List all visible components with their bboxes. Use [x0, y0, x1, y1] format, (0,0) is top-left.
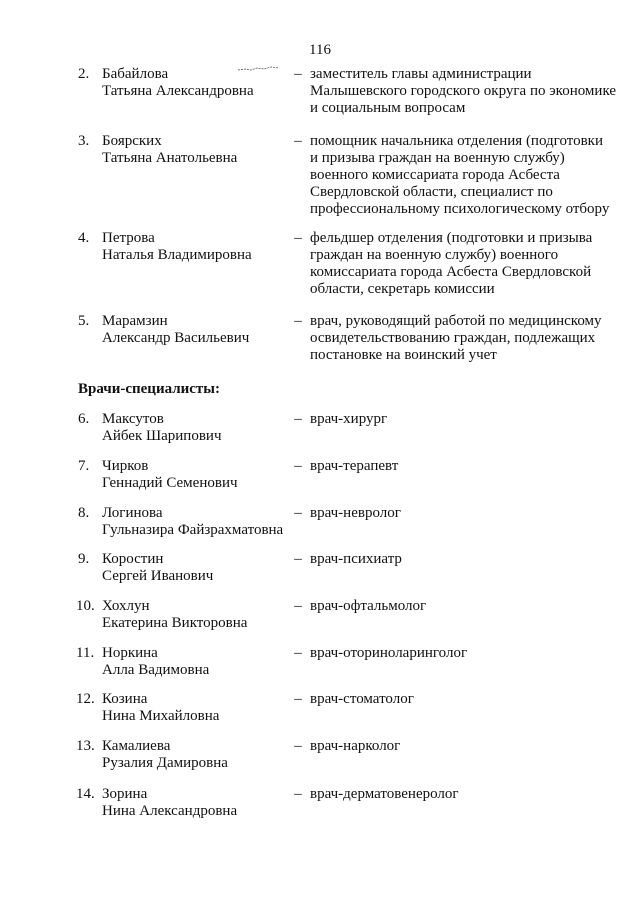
dash: – — [294, 313, 302, 329]
specialist-role — [310, 411, 620, 428]
role-line: врач-дерматовенеролог — [310, 786, 459, 802]
specialist-role — [310, 505, 620, 522]
given-names: Татьяна Александровна — [102, 83, 254, 99]
dash: – — [294, 133, 302, 149]
role-line: заместитель главы администрации — [310, 66, 532, 82]
role-line: и призыва граждан на военную службу) — [310, 150, 565, 166]
role-line: Свердловской области, специалист по — [310, 184, 553, 200]
item-number: 12. — [76, 691, 95, 707]
surname: Коростин — [102, 551, 164, 567]
item-number: 11. — [76, 645, 95, 661]
role-line: профессиональному психологическому отбору — [310, 201, 610, 217]
specialist-name — [102, 786, 302, 820]
role-line: врач, руководящий работой по медицинскому — [310, 313, 602, 329]
surname: Козина — [102, 691, 148, 707]
member-role — [310, 133, 620, 218]
member-role — [310, 230, 620, 298]
dash: – — [294, 551, 302, 567]
item-number: 9. — [78, 551, 90, 567]
item-number: 3. — [78, 133, 90, 149]
specialist-role — [310, 738, 620, 755]
surname: Чирков — [102, 458, 149, 474]
given-names: Екатерина Викторовна — [102, 615, 248, 631]
role-line: постановке на воинский учет — [310, 347, 497, 363]
surname: Максутов — [102, 411, 164, 427]
role-line: освидетельствованию граждан, подлежащих — [310, 330, 596, 346]
item-number: 8. — [78, 505, 90, 521]
specialist-name — [102, 598, 302, 632]
role-line: помощник начальника отделения (подготовки — [310, 133, 603, 149]
given-names: Александр Васильевич — [102, 330, 250, 346]
role-line: врач-терапевт — [310, 458, 399, 474]
page-number: 116 — [309, 42, 331, 58]
member-role — [310, 313, 620, 364]
role-line: комиссариата города Асбеста Свердловской — [310, 264, 592, 280]
surname: Бабайлова — [102, 66, 169, 82]
surname: Норкина — [102, 645, 158, 661]
item-number: 6. — [78, 411, 90, 427]
specialist-role — [310, 786, 620, 803]
role-line: Малышевского городского округа по экономике — [310, 83, 617, 99]
given-names: Геннадий Семенович — [102, 475, 238, 491]
surname: Камалиева — [102, 738, 171, 754]
role-line: врач-оториноларинголог — [310, 645, 468, 661]
member-name — [102, 230, 302, 264]
given-names: Алла Вадимовна — [102, 662, 210, 678]
surname: Хохлун — [102, 598, 150, 614]
given-names: Наталья Владимировна — [102, 247, 252, 263]
specialist-role — [310, 691, 620, 708]
specialist-role — [310, 551, 620, 568]
role-line: и социальным вопросам — [310, 100, 466, 116]
specialist-role — [310, 458, 620, 475]
role-line: врач-офтальмолог — [310, 598, 427, 614]
surname: Петрова — [102, 230, 155, 246]
member-role — [310, 66, 620, 117]
item-number: 4. — [78, 230, 90, 246]
specialist-name — [102, 645, 302, 679]
specialist-role — [310, 645, 620, 662]
dash: – — [294, 645, 302, 661]
dash: – — [294, 738, 302, 754]
surname: Зорина — [102, 786, 148, 802]
given-names: Татьяна Анатольевна — [102, 150, 238, 166]
specialist-name — [102, 691, 302, 725]
dash: – — [294, 598, 302, 614]
given-names: Нина Александровна — [102, 803, 238, 819]
dash: – — [294, 505, 302, 521]
item-number: 14. — [76, 786, 95, 802]
specialist-name — [102, 458, 302, 492]
role-line: граждан на военную службу) военного — [310, 247, 559, 263]
dash: – — [294, 66, 302, 82]
given-names: Айбек Шарипович — [102, 428, 222, 444]
specialist-name — [102, 738, 302, 772]
role-line: фельдшер отделения (подготовки и призыва — [310, 230, 593, 246]
role-line: области, секретарь комиссии — [310, 281, 495, 297]
specialist-name — [102, 411, 302, 445]
given-names: Рузалия Дамировна — [102, 755, 228, 771]
item-number: 10. — [76, 598, 95, 614]
role-line: врач-хирург — [310, 411, 388, 427]
member-name — [102, 313, 302, 347]
item-number: 2. — [78, 66, 90, 82]
dash: – — [294, 786, 302, 802]
dash: – — [294, 230, 302, 246]
specialist-role — [310, 598, 620, 615]
specialist-name — [102, 551, 302, 585]
given-names: Сергей Иванович — [102, 568, 214, 584]
item-number: 13. — [76, 738, 95, 754]
given-names: Гульназира Файзрахматовна — [102, 522, 284, 538]
surname: Марамзин — [102, 313, 168, 329]
role-line: врач-нарколог — [310, 738, 401, 754]
item-number: 7. — [78, 458, 90, 474]
dash: – — [294, 691, 302, 707]
dash: – — [294, 458, 302, 474]
section-heading: Врачи-специалисты: — [78, 381, 221, 397]
role-line: врач-стоматолог — [310, 691, 414, 707]
role-line: врач-невролог — [310, 505, 401, 521]
member-name — [102, 66, 302, 100]
surname: Боярских — [102, 133, 162, 149]
role-line: военного комиссариата города Асбеста — [310, 167, 560, 183]
given-names: Нина Михайловна — [102, 708, 220, 724]
role-line: врач-психиатр — [310, 551, 402, 567]
surname: Логинова — [102, 505, 163, 521]
specialist-name — [102, 505, 302, 539]
item-number: 5. — [78, 313, 90, 329]
member-name — [102, 133, 302, 167]
dash: – — [294, 411, 302, 427]
